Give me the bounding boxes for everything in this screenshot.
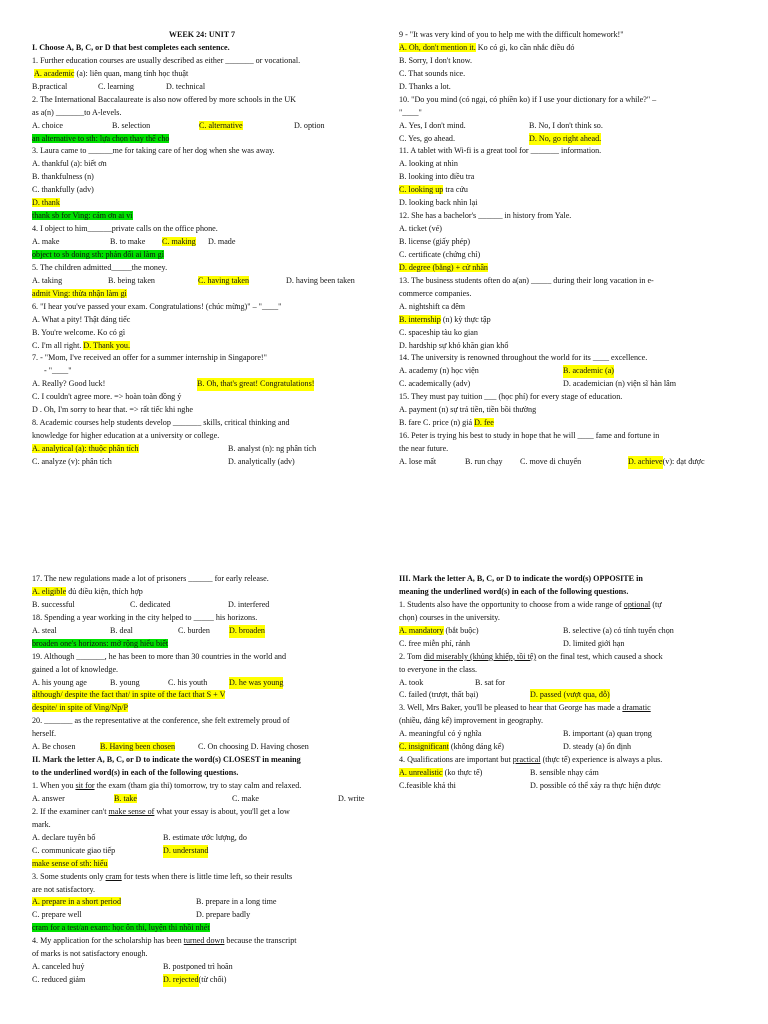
option: C. spaceship tàu ko gian	[399, 327, 478, 337]
answer-highlight: C. alternative	[199, 120, 243, 130]
option: A. answer	[32, 793, 65, 803]
question-stem: 3. Laura came to ______me for taking care of her dog when she was away.	[32, 146, 275, 156]
question-stem: herself.	[32, 729, 57, 739]
underlined-term: make sense of	[108, 806, 155, 816]
answer-highlight: C. looking up	[399, 185, 444, 195]
question-stem: mark.	[32, 819, 51, 829]
question-stem: 18. Spending a year working in the city helped to _____ his horizons.	[32, 612, 258, 622]
question-stem: as a(n) _______to A-levels.	[32, 107, 122, 117]
option: C. I couldn't agree more. => hoàn toàn đồng ý	[32, 392, 182, 402]
section-i-part2	[399, 29, 741, 469]
option: B. to make	[110, 237, 146, 246]
answer-highlight: D. fee	[474, 418, 494, 428]
underlined-term: did miserably (khủng khiếp, tồi tệ)	[423, 651, 537, 661]
option: A. Be chosen	[32, 742, 76, 752]
option: D. interfered	[228, 599, 270, 609]
question-stem	[399, 702, 741, 715]
option-note: (a): liên quan, mang tính học thuật	[74, 68, 189, 78]
note-highlight: object to sb doing sth: phản đối ai làm gì	[32, 249, 164, 259]
stem-text: on the final test, which caused a shock	[536, 651, 663, 661]
option: C. move di chuyển	[520, 456, 582, 466]
stem-text: for tests when there is little time left, so their results	[121, 871, 293, 881]
question-stem: chọn) courses in the university.	[399, 612, 500, 622]
option: D. possible có thể xảy ra thực hiện được	[530, 781, 661, 790]
question-stem: 9 - "It was very kind of you to help me with the difficult homework!"	[399, 30, 624, 39]
stem-text: 4. My application for the scholarship has been	[32, 936, 184, 946]
answer-highlight: B. internship	[399, 314, 441, 324]
option-note: đủ điều kiện, thích hợp	[66, 586, 143, 596]
answer-highlight: D. broaden	[229, 625, 265, 638]
option-row	[32, 340, 372, 353]
option-row	[32, 845, 372, 858]
answer-highlight: admit Ving: thừa nhận làm gì	[32, 288, 127, 298]
option-row	[399, 365, 741, 378]
stem-text: 4. Qualifications are important but	[399, 755, 513, 765]
option-row	[32, 974, 372, 987]
question-stem: 17. The new regulations made a lot of prisoners ______ for early release.	[32, 574, 269, 583]
option: A. declare tuyên bố	[32, 832, 96, 842]
option-row	[399, 42, 741, 55]
option-row	[399, 638, 741, 651]
option: A. Really? Good luck!	[32, 379, 106, 389]
option-row	[399, 378, 741, 391]
option: A. lose mất	[399, 456, 437, 466]
underlined-term: cram	[105, 871, 122, 881]
option: A. ticket (vé)	[399, 224, 442, 234]
option-row	[399, 728, 741, 741]
option: B. thankfulness (n)	[32, 172, 94, 182]
option: D. write	[338, 793, 365, 803]
underlined-term: dramatic	[622, 703, 651, 713]
answer-highlight: A. analytical (a): thuộc phân tích	[32, 444, 139, 453]
option: C. his youth	[168, 677, 208, 687]
option: A. nightshift ca đêm	[399, 301, 466, 311]
option: A. canceled huỷ	[32, 962, 85, 972]
option: C. dedicated	[130, 599, 171, 609]
stem-text: what your essay is about, you'll get a low	[154, 806, 290, 816]
option: A. his young age	[32, 677, 87, 687]
answer-highlight: D. degree (bằng) + cử nhân	[399, 262, 488, 272]
stem-text: 2. If the examiner can't	[32, 806, 109, 816]
question-stem: 5. The children admitted_____the money.	[32, 262, 168, 272]
question-stem: are not satisfactory.	[32, 884, 96, 894]
note-highlight: thank sb for Ving: cảm ơn ai vì	[32, 211, 133, 221]
option: A. steal	[32, 625, 57, 635]
option: A. looking at nhìn	[399, 159, 458, 169]
question-stem: (nhiều, đáng kể) improvement in geography.	[399, 716, 543, 726]
note-highlight: an alternative to sth: lựa chọn thay thế cho	[32, 133, 170, 143]
question-stem: 6. "I hear you've passed your exam. Congratulations! (chúc mừng)" – "____"	[32, 301, 282, 311]
option: D . Oh, I'm sorry to hear that. => rất tiếc khi nghe	[32, 405, 193, 415]
option: C. reduced giảm	[32, 975, 86, 985]
option-row	[399, 314, 741, 327]
option-row	[32, 625, 372, 638]
option: B. selective (a) có tính tuyển chọn	[563, 625, 674, 635]
option-row	[32, 236, 372, 249]
answer-highlight: A. Oh, don't mention it.	[399, 42, 476, 52]
question-stem	[32, 806, 372, 819]
stem-text: 2. Tom	[399, 651, 424, 661]
question-stem: 12. She has a bachelor's ______ in history from Yale.	[399, 211, 572, 221]
note-highlight: despite/ in spite of Ving/Np/P	[32, 703, 129, 713]
underlined-term: practical	[512, 755, 541, 765]
option: D. technical	[166, 81, 206, 91]
option: C. That sounds nice.	[399, 68, 466, 78]
answer-highlight: D. rejected	[163, 974, 199, 987]
option: B. analyst (n): ng phân tích	[228, 444, 317, 453]
option-note: (bắt buộc)	[443, 625, 479, 635]
option-row	[399, 133, 741, 146]
option: C. Yes, go ahead.	[399, 133, 455, 143]
option-row	[32, 677, 372, 690]
question-stem: 1. Further education courses are usually described as either _______ or vocational.	[32, 55, 301, 65]
answer-highlight: C. insignificant	[399, 742, 449, 752]
option: B. estimate ước lượng, đo	[163, 832, 247, 842]
option: C. make	[232, 793, 259, 803]
question-stem: of marks is not satisfactory enough.	[32, 949, 148, 959]
option: C. communicate giao tiếp	[32, 845, 116, 855]
option: A. payment (n) sự trả tiền, tiền bồi thường	[399, 405, 537, 415]
section-heading: II. Mark the letter A, B, C, or D to indicate the word(s) CLOSEST in meaning	[32, 755, 301, 765]
answer-highlight: B. Having been chosen	[100, 742, 176, 752]
option: C. analyze (v): phân tích	[32, 456, 112, 466]
option: A. taking	[32, 275, 63, 285]
question-stem: 19. Although _______, he has been to more than 30 countries in the world and	[32, 651, 287, 661]
question-stem: the near future.	[399, 444, 449, 453]
option-row	[32, 586, 372, 599]
question-stem: gained a lot of knowledge.	[32, 664, 119, 674]
question-stem: 8. Academic courses help students develop _______ skills, critical thinking and	[32, 418, 290, 428]
option-row	[32, 275, 372, 288]
answer-highlight: D. No, go right ahead.	[529, 133, 601, 146]
option-row	[32, 896, 372, 909]
option: A. meaningful có ý nghĩa	[399, 729, 482, 739]
option-row	[399, 417, 741, 430]
option-row	[32, 68, 372, 81]
answer-highlight: D. Thank you.	[83, 340, 130, 350]
note-highlight: make sense of sth: hiểu	[32, 858, 108, 868]
option: D. prepare badly	[196, 910, 251, 920]
option-row	[399, 120, 741, 133]
option: A. choice	[32, 120, 64, 130]
stem-text: the exam (tham gia thi) tomorrow, try to stay calm and relaxed.	[94, 781, 302, 790]
option-row	[399, 456, 741, 469]
answer-highlight: D. thank	[32, 198, 60, 208]
section-i-ii	[32, 573, 372, 987]
option: B. No, I don't think so.	[529, 120, 603, 130]
option: B. license (giấy phép)	[399, 237, 471, 246]
option: A. Yes, I don't mind.	[399, 120, 466, 130]
stem-text: 3. Some students only	[32, 871, 106, 881]
question-stem: 4. I object to him______private calls on the office phone.	[32, 224, 218, 234]
option: D. having been taken	[286, 275, 355, 285]
option-note: (không đáng kể)	[448, 742, 504, 752]
question-stem: knowledge for higher education at a university or college.	[32, 431, 220, 441]
question-stem: 11. A tablet with Wi-fi is a great tool for _______ information.	[399, 146, 602, 156]
underlined-term: sit for	[75, 781, 95, 790]
option-note: tra cứu	[443, 185, 468, 195]
option: B. looking into điều tra	[399, 172, 475, 182]
question-stem: to everyone in the class.	[399, 664, 477, 674]
answer-highlight: B. Oh, that's great! Congratulations!	[197, 378, 314, 391]
option: A. academy (n) học viện	[399, 366, 479, 376]
option-row	[32, 120, 372, 133]
option: B. postponed trì hoãn	[163, 962, 233, 972]
answer-highlight: A. eligible	[32, 586, 67, 596]
stem-text: 1. When you	[32, 781, 76, 790]
stem-text: (thực tế) experience is always a plus.	[540, 755, 663, 765]
option: C. free miễn phí, rảnh	[399, 638, 471, 648]
page-title: WEEK 24: UNIT 7	[168, 30, 236, 39]
option: D. made	[208, 237, 236, 246]
answer-highlight: D. he was young	[229, 677, 283, 690]
question-stem	[399, 754, 741, 767]
option-note: Ko có gì, ko cần nhắc điều đó	[475, 42, 575, 52]
stem-text: (tự	[650, 599, 662, 609]
section-heading: I. Choose A, B, C, or D that best completes each sentence.	[32, 42, 230, 52]
question-stem: commerce companies.	[399, 288, 472, 298]
option: B. fare C. price (n) giá	[399, 418, 473, 428]
option: C. prepare well	[32, 910, 82, 920]
question-stem: 14. The university is renowned throughout the world for its ____ excellence.	[399, 353, 648, 363]
option-row	[32, 456, 372, 469]
option-row	[32, 909, 372, 922]
option: C. failed (trượt, thất bại)	[399, 690, 479, 700]
option: B. sat for	[475, 677, 505, 687]
question-stem: 10. "Do you mind (có ngại, có phiền ko) if I use your dictionary for a while?" –	[399, 94, 657, 104]
underlined-term: optional	[623, 599, 651, 609]
option: B. being taken	[108, 275, 155, 285]
option: A. make	[32, 237, 60, 246]
question-stem: 7. - "Mom, I've received an offer for a summer internship in Singapore!"	[32, 353, 267, 363]
option: A. thankful (a): biết ơn	[32, 159, 107, 169]
question-stem: "____"	[399, 107, 422, 117]
underlined-term: turned down	[183, 936, 225, 946]
option: C. certificate (chứng chỉ)	[399, 249, 481, 259]
answer-highlight: C. having taken	[198, 275, 250, 285]
option: D. analytically (adv)	[228, 456, 295, 466]
option-row	[32, 741, 372, 754]
option: B. young	[110, 677, 140, 687]
option-row	[32, 443, 372, 456]
option-row	[32, 81, 372, 94]
option: C. learning	[98, 81, 134, 91]
answer-highlight: A. unrealistic	[399, 768, 443, 778]
option-row	[32, 378, 372, 391]
option: B.practical	[32, 81, 68, 91]
option: A. took	[399, 677, 424, 687]
option: A. What a pity! Thật đáng tiếc	[32, 314, 131, 324]
question-stem: - "____"	[44, 366, 72, 376]
option-row	[399, 184, 741, 197]
option-row	[399, 767, 741, 780]
question-stem	[399, 651, 741, 664]
question-stem: 13. The business students often do a(an) _____ during their long vacation in e-	[399, 275, 654, 285]
option-row	[32, 961, 372, 974]
question-stem: 2. The International Baccalaureate is also now offered by more schools in the UK	[32, 94, 297, 104]
answer-highlight: D. passed (vượt qua, đỗ)	[530, 689, 610, 702]
question-stem	[399, 599, 741, 612]
section-heading: meaning the underlined word(s) in each of the following questions.	[399, 586, 629, 596]
question-stem: 16. Peter is trying his best to study in hope that he will ____ fame and fortune in	[399, 431, 660, 441]
question-stem	[32, 871, 372, 884]
answer-highlight: A. mandatory	[399, 625, 444, 635]
option: D. academician (n) viện sĩ hàn lâm	[563, 379, 677, 389]
option-row	[399, 689, 741, 702]
option: C.feasible khả thi	[399, 781, 456, 790]
option: D. hardship sự khó khăn gian khổ	[399, 340, 509, 350]
section-heading: III. Mark the letter A, B, C, or D to indicate the word(s) OPPOSITE in	[399, 574, 643, 583]
option: C. I'm all right.	[32, 340, 82, 350]
option-note: (ko thực tế)	[442, 768, 483, 778]
option: B. selection	[112, 120, 151, 130]
option: D. limited giới hạn	[563, 638, 625, 648]
option: B. deal	[110, 625, 133, 635]
option: B. Sorry, I don't know.	[399, 55, 473, 65]
option: D. Thanks a lot.	[399, 81, 451, 91]
stem-text: 3. Well, Mrs Baker, you'll be pleased to hear that George has made a	[399, 703, 623, 713]
option: B. prepare in a long time	[196, 897, 277, 907]
option-row	[32, 832, 372, 845]
question-stem: 15. They must pay tuition ___ (học phí) for every stage of education.	[399, 392, 623, 402]
option: B. important (a) quan trọng	[563, 729, 652, 739]
option: C. academically (adv)	[399, 379, 471, 389]
option: B. You're welcome. Ko có gì	[32, 327, 126, 337]
option-row	[399, 780, 741, 793]
stem-text: 1. Students also have the opportunity to choose from a wide range of	[399, 599, 624, 609]
option-row	[399, 741, 741, 754]
option: B. sensible nhạy cảm	[530, 768, 599, 778]
option: C. On choosing D. Having chosen	[198, 742, 309, 752]
answer-highlight: C. making	[162, 237, 196, 246]
answer-highlight: A. prepare in a short period	[32, 897, 121, 907]
question-stem: 20. _______ as the representative at the conference, she felt extremely proud of	[32, 716, 290, 726]
answer-highlight: B. academic (a)	[563, 365, 614, 378]
answer-highlight: D. achieve	[628, 456, 663, 469]
option: C. burden	[178, 625, 210, 635]
answer-highlight: D. understand	[163, 845, 208, 858]
stem-text: because the transcript	[224, 936, 297, 946]
option-note: (từ chối)	[198, 975, 227, 985]
option-note: (v): đạt được	[662, 456, 705, 466]
option-row	[32, 793, 372, 806]
answer-highlight: B. take	[114, 793, 137, 803]
option: B. successful	[32, 599, 75, 609]
answer-highlight: A. academic	[34, 68, 75, 78]
note-highlight: broaden one's horizons: mở rộng hiểu biết	[32, 638, 169, 648]
option: B. run chạy	[465, 456, 503, 466]
question-stem	[32, 780, 372, 793]
question-stem	[32, 935, 372, 948]
note-highlight: cram for a test/an exam: học ôn thi, luyện thi nhồi nhét	[32, 923, 210, 933]
option: C. thankfully (adv)	[32, 185, 94, 195]
section-i-part1	[32, 29, 372, 469]
section-iii	[399, 573, 741, 793]
option: D. steady (a) ổn định	[563, 742, 632, 752]
option-row	[32, 599, 372, 612]
note-highlight: although/ despite the fact that/ in spite of the fact that S + V	[32, 690, 226, 700]
option-row	[399, 625, 741, 638]
section-heading: to the underlined word(s) in each of the following questions.	[32, 768, 239, 778]
option-row	[399, 677, 741, 690]
option: D. option	[294, 120, 325, 130]
option-note: (n) kỳ thực tập	[440, 314, 491, 324]
option: D. looking back nhìn lại	[399, 198, 478, 208]
